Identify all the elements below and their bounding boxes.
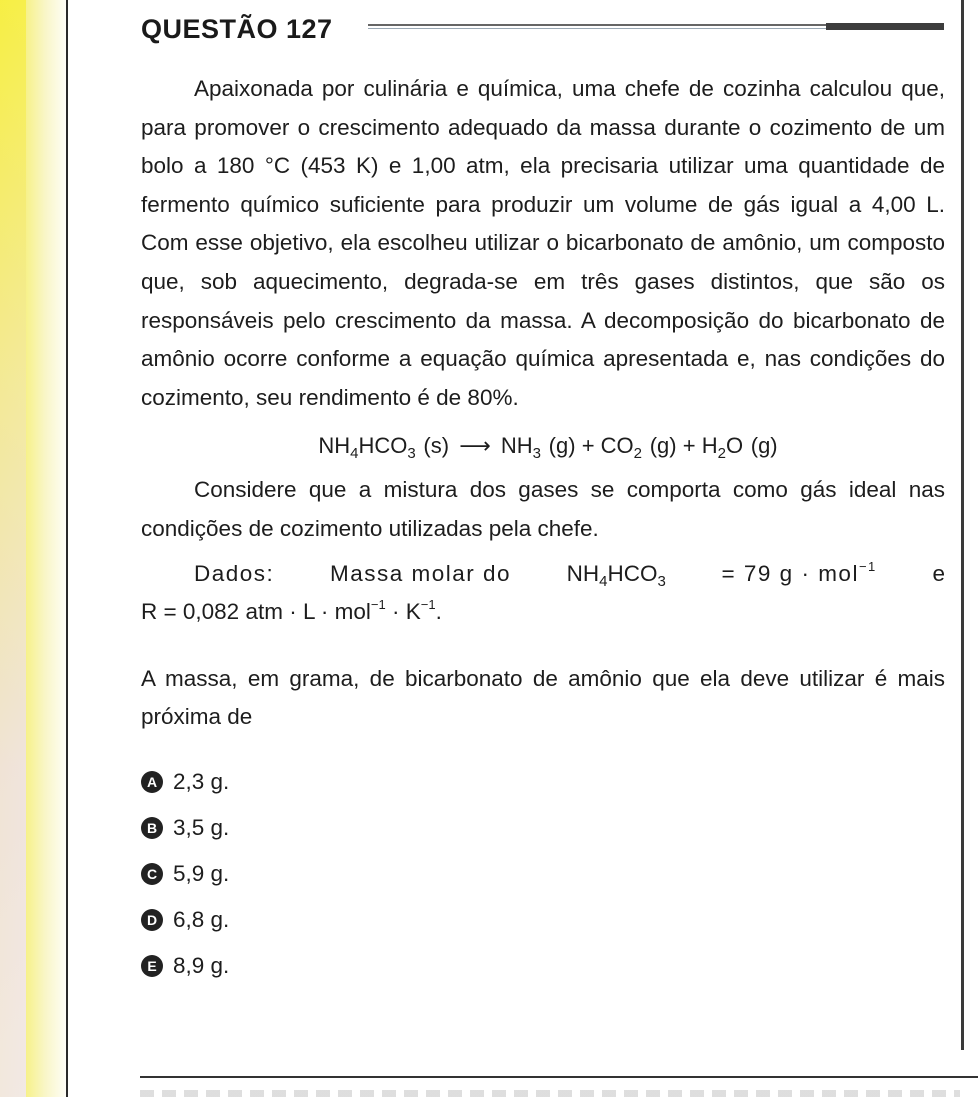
left-margin-rule xyxy=(66,0,68,1097)
bottom-rule xyxy=(140,1076,978,1078)
option-text: 8,9 g. xyxy=(173,952,230,978)
option-c[interactable] xyxy=(141,851,945,897)
option-e[interactable] xyxy=(141,943,945,989)
chemical-equation: $NH_4HCO_3$ (s) ⟶ $NH_3$ $(g) + CO_2$ $(g) + H_2O$ (g) xyxy=(141,427,945,465)
option-letter-badge: D xyxy=(141,909,163,931)
answer-options xyxy=(141,759,945,989)
compound-formula: $NH_4HCO_3$ xyxy=(566,560,666,590)
dados-conjunction: e xyxy=(932,560,945,586)
option-b[interactable] xyxy=(141,805,945,851)
molar-mass-text: Massa molar do xyxy=(329,560,512,586)
reaction-arrow: ⟶ xyxy=(459,433,491,459)
gas-constant: R = 0,082 atm · $L \cdot mol^{-1} \cdot K^{-1}$. xyxy=(141,597,442,625)
option-text: 3,5 g. xyxy=(173,814,230,840)
question-body xyxy=(141,70,945,989)
intro-paragraph: Apaixonada por culinária e química, uma chefe de cozinha calculou que, para promover o crescimento adequado da massa durante o cozimento de um bolo a 180 °C (453 K) e 1,00 atm, ela precisaria utilizar uma quantidade de fermento químico suficiente para produzir um volume de gás igual a 4,00 L. Com esse objetivo, ela escolheu utilizar o bicarbonato de amônio, um composto que, sob aquecimento, degrada-se em três gases distintos, que são os responsáveis pelo crescimento da massa. A decomposição do bicarbonato de amônio ocorre conforme a equação química apresentada e, nas condições do cozimento, seu rendimento é de 80%. xyxy=(141,76,945,410)
option-letter-badge: E xyxy=(141,955,163,977)
question-prompt: A massa, em grama, de bicarbonato de amônio que ela deve utilizar é mais próxima de xyxy=(141,665,945,730)
option-text: 6,8 g. xyxy=(173,906,230,932)
question-title: QUESTÃO 127 xyxy=(141,14,333,44)
cut-off-footer xyxy=(140,1090,960,1097)
given-data xyxy=(141,555,945,632)
right-column-rule xyxy=(961,0,964,1050)
option-text: 5,9 g. xyxy=(173,860,230,886)
ideal-gas-paragraph: Considere que a mistura dos gases se comporta como gás ideal nas condições de cozimento utilizadas pela chefe. xyxy=(141,477,945,541)
option-letter-badge: C xyxy=(141,863,163,885)
option-text: 2,3 g. xyxy=(173,768,230,794)
dados-label: Dados: xyxy=(194,560,275,586)
option-letter-badge: A xyxy=(141,771,163,793)
option-a[interactable] xyxy=(141,759,945,805)
option-d[interactable] xyxy=(141,897,945,943)
molar-mass-value: = 79 g · mol$^{-1}$ xyxy=(721,558,877,586)
question-header xyxy=(141,10,946,50)
option-letter-badge: B xyxy=(141,817,163,839)
scan-edge-tint xyxy=(0,0,26,1097)
title-rule xyxy=(368,23,944,29)
